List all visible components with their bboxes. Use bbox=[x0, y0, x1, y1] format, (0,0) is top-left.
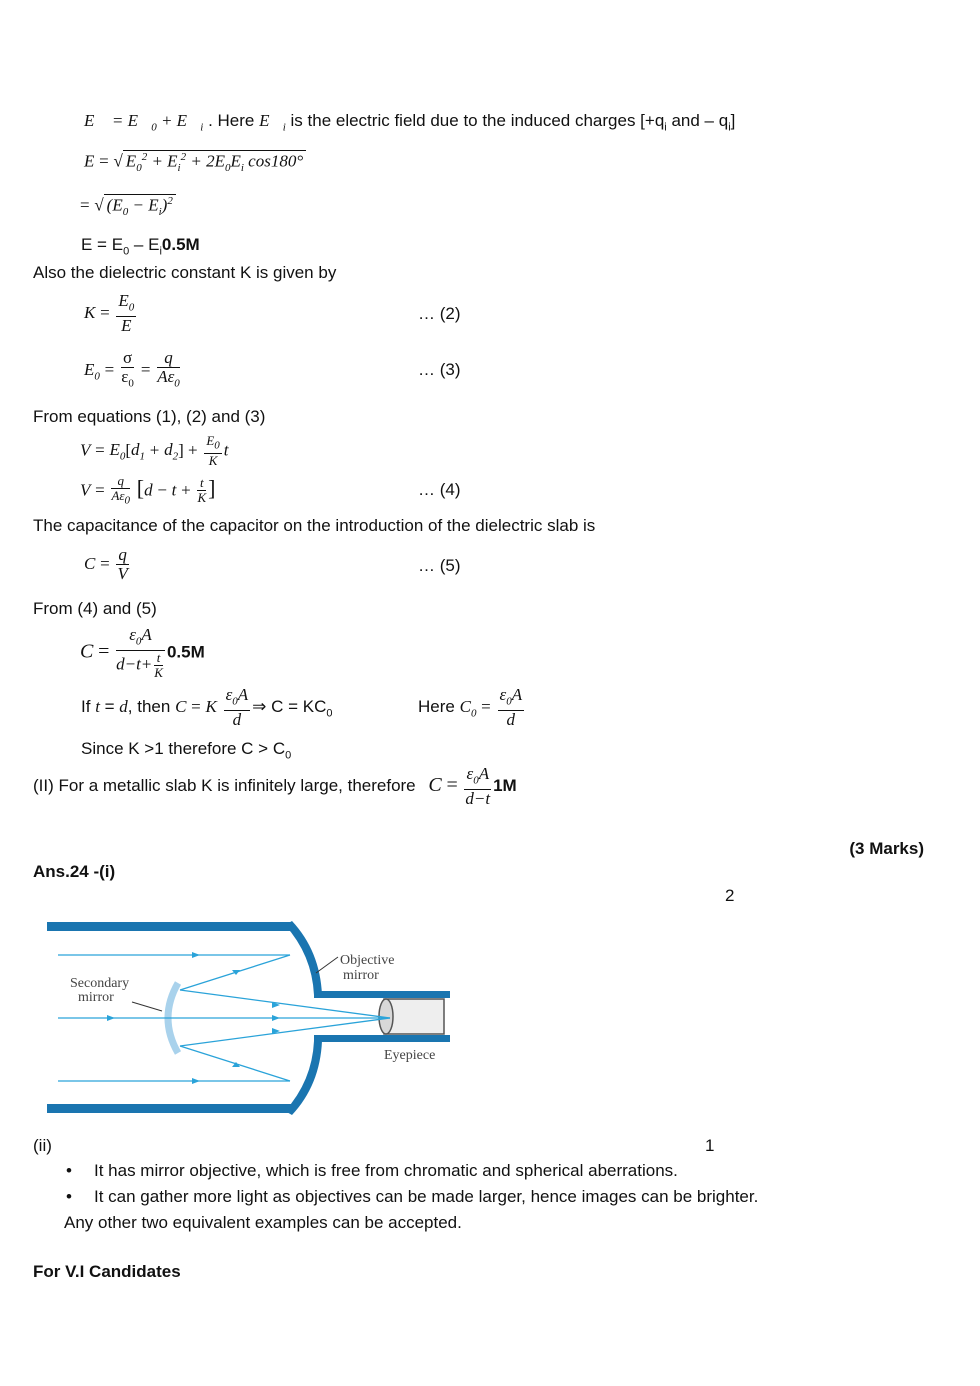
capacitance-result: C = $\varepsilon_0A$ d−t+ $\frac{t}{K}$ 0.5M bbox=[80, 625, 205, 681]
equation-2: K = $\frac{E_0}{E}$ bbox=[84, 291, 135, 336]
label-objective-mirror: mirror bbox=[343, 968, 379, 983]
since-line: Since K >1 therefore $C > C_0$ bbox=[81, 739, 292, 762]
metallic-slab-line: (II) For a metallic slab K is infinitely large, therefore C = $\frac{\varepsilon_0A}{d-t}$ 1M bbox=[33, 764, 517, 809]
limit-case-line: If t = d, then C = K $\frac{\varepsilon_0A}{d}$ ⇒ $C = KC_0$ bbox=[81, 685, 333, 730]
label-secondary: Secondary bbox=[70, 976, 130, 991]
list-item: • It has mirror objective, which is free from chromatic and spherical aberrations. bbox=[62, 1158, 758, 1184]
since-text: Since K >1 therefore C > C bbox=[81, 739, 286, 758]
objective-mirror-lower bbox=[285, 1041, 322, 1115]
capacitance-text: The capacitance of the capacitor on the introduction of the dielectric slab is bbox=[33, 516, 596, 535]
induced-field-symbol: $E⃗_i$ bbox=[259, 111, 286, 134]
answer-24-heading: Ans.24 -(i) bbox=[33, 862, 116, 881]
magnitude-equation: E = √ $E_0^2 + E_i^2 + 2E_0E_i$ cos180° bbox=[84, 150, 306, 174]
field-equation-line: E⃗ = $E⃗_0$ + $E⃗_i$ . Here $E⃗_i$ is the electric field due to the induced charges [$+q_i$ and – $q_i$] bbox=[84, 111, 736, 134]
c0-definition: Here $C_0$ = $\frac{\varepsilon_0A}{d}$ bbox=[418, 685, 523, 730]
simplified-equation: = √ $(E_0 - E_i)^2$ bbox=[80, 194, 176, 218]
label-eyepiece: Eyepiece bbox=[384, 1048, 436, 1063]
mark-half-a: 0.5M bbox=[161, 235, 200, 254]
induced-field-description: is the electric field due to the induced charges [+q bbox=[290, 111, 665, 130]
part-ii-label: (ii) bbox=[33, 1136, 52, 1155]
induced-charges-and: and – q bbox=[671, 111, 729, 130]
metallic-text: (II) For a metallic slab K is infinitely large, therefore bbox=[33, 776, 416, 796]
tube-bottom-wall bbox=[47, 1104, 292, 1113]
dielectric-constant-text: Also the dielectric constant K is given by bbox=[33, 263, 337, 282]
label-secondary-mirror: mirror bbox=[78, 990, 114, 1005]
equation-number-4: … (4) bbox=[418, 480, 461, 499]
vector-sum-expression: E⃗ = $E⃗_0$ + $E⃗_i$ bbox=[84, 111, 204, 134]
mark-one: 1M bbox=[493, 776, 517, 796]
secondary-pointer bbox=[132, 1002, 162, 1011]
mount-plate-lower bbox=[314, 1035, 450, 1042]
vi-candidates-heading: For V.I Candidates bbox=[33, 1262, 181, 1281]
equation-number-2: … (2) bbox=[418, 304, 461, 323]
list-item: • It can gather more light as objectives can be made larger, hence images can be brighter. bbox=[62, 1184, 758, 1210]
here-c0-text: Here bbox=[418, 697, 455, 717]
objective-pointer bbox=[316, 957, 338, 973]
advantages-list bbox=[62, 1158, 758, 1210]
if-text: If bbox=[81, 697, 91, 717]
any-other-text: Any other two equivalent examples can be accepted. bbox=[64, 1213, 462, 1232]
ckc0-text: ⇒ C = KC bbox=[252, 697, 327, 717]
then-text: , then bbox=[127, 697, 171, 717]
equation-3: $E_0$ = $\frac{\sigma}{\varepsilon_0}$ = $\frac{q}{A\varepsilon_0}$ bbox=[84, 348, 180, 390]
mark-half-b: 0.5M bbox=[166, 642, 205, 662]
result-minus-text: – E bbox=[129, 235, 160, 254]
result-e-text: E = E bbox=[81, 235, 124, 254]
equation-number-5: … (5) bbox=[418, 556, 461, 575]
mount-plate-upper bbox=[314, 991, 450, 998]
label-objective: Objective bbox=[340, 953, 395, 968]
cassegrain-telescope-diagram bbox=[40, 915, 460, 1120]
marks-1: 1 bbox=[705, 1136, 715, 1155]
equation-5: C = $\frac{q}{V}$ bbox=[84, 545, 128, 583]
from-equations-text: From equations (1), (2) and (3) bbox=[33, 407, 266, 426]
here-text: . Here bbox=[208, 111, 255, 130]
from-4-5-text: From (4) and (5) bbox=[33, 599, 157, 618]
voltage-equation: $V = E_0[d_1 + d_2]$ + $\frac{E_0}{K}$ t bbox=[80, 433, 229, 468]
objective-mirror-upper bbox=[285, 921, 322, 995]
equation-number-3: … (3) bbox=[418, 360, 461, 379]
equation-4: V = $\frac{q}{A\varepsilon_0}$ [d − t + $\frac{t}{K}$ ] bbox=[80, 473, 216, 507]
cos-term: cos180° bbox=[248, 151, 304, 171]
tube-top-wall bbox=[47, 922, 292, 931]
marks-3: (3 Marks) bbox=[849, 839, 924, 858]
marks-2: 2 bbox=[725, 886, 735, 905]
result-equation: $E = E_0 - E_i0.5M$ bbox=[81, 235, 200, 258]
